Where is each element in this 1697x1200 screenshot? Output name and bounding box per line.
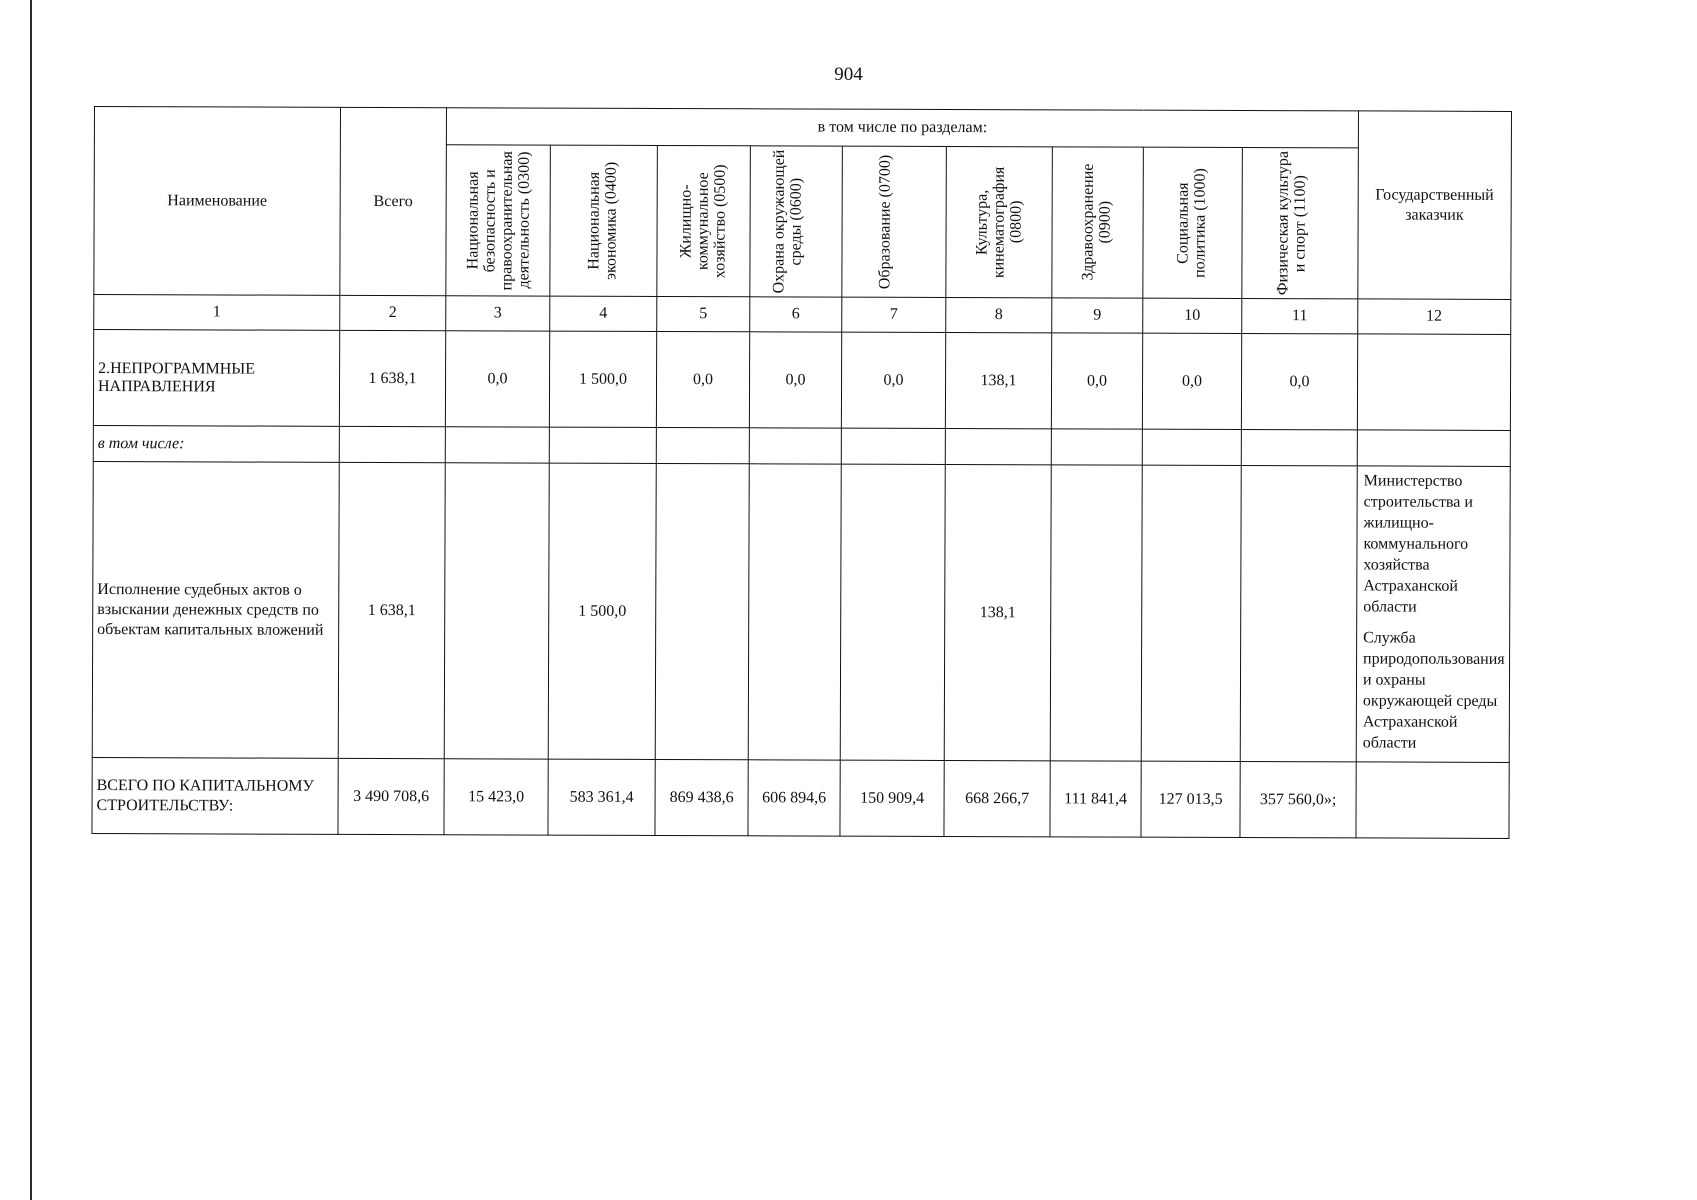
row-value: 606 894,6 bbox=[748, 760, 840, 836]
empty-cell bbox=[841, 428, 945, 464]
row-value: 0,0 bbox=[1241, 334, 1357, 430]
empty-cell bbox=[444, 463, 549, 759]
customer-ministry: Министерство строительства и жилищно-коммунального хозяйства Астраханской области bbox=[1363, 472, 1473, 616]
row-name: ВСЕГО ПО КАПИТАЛЬНОМУ СТРОИТЕЛЬСТВУ: bbox=[92, 757, 338, 834]
empty-cell bbox=[1240, 466, 1357, 762]
column-number: 1 bbox=[94, 295, 340, 331]
row-court-acts bbox=[92, 461, 1510, 762]
header-row-1 bbox=[94, 107, 1511, 149]
row-value: 127 013,5 bbox=[1141, 761, 1240, 837]
column-number: 5 bbox=[657, 296, 750, 331]
row-total: 3 490 708,6 bbox=[338, 758, 444, 834]
row-value: 583 361,4 bbox=[548, 759, 655, 835]
empty-cell bbox=[656, 427, 749, 463]
column-number: 6 bbox=[750, 297, 842, 332]
empty-cell bbox=[1357, 430, 1510, 467]
empty-cell bbox=[945, 428, 1051, 464]
row-customer-empty bbox=[1357, 334, 1510, 431]
column-number: 10 bbox=[1143, 298, 1242, 333]
row-value: 0,0 bbox=[841, 332, 945, 428]
header-section-0500: Жилищно-коммунальное хозяйство (0500) bbox=[657, 145, 751, 296]
empty-cell bbox=[749, 428, 841, 464]
empty-cell bbox=[748, 464, 841, 760]
row-value: 0,0 bbox=[1142, 333, 1241, 429]
row-name: 2.НЕПРОГРАММНЫЕ НАПРАВЛЕНИЯ bbox=[93, 330, 339, 427]
row-value: 15 423,0 bbox=[444, 759, 548, 835]
empty-cell bbox=[1051, 429, 1142, 465]
row-customers bbox=[1356, 466, 1510, 763]
row-nonprogram bbox=[93, 330, 1510, 431]
header-section-1000: Социальная политика (1000) bbox=[1143, 147, 1243, 298]
row-grand-total bbox=[92, 757, 1509, 838]
row-value: 150 909,4 bbox=[840, 760, 944, 836]
header-section-0400: Национальная экономика (0400) bbox=[550, 145, 658, 296]
page-number: 904 bbox=[834, 64, 863, 85]
header-section-0600: Охрана окружающей среды (0600) bbox=[750, 146, 843, 297]
row-value: 0,0 bbox=[656, 331, 749, 427]
header-name: Наименование bbox=[94, 107, 341, 296]
row-value: 0,0 bbox=[445, 331, 549, 427]
column-number: 9 bbox=[1052, 298, 1143, 333]
header-total: Всего bbox=[340, 107, 447, 295]
row-total: 1 638,1 bbox=[339, 330, 445, 426]
column-number-row bbox=[94, 295, 1511, 335]
row-name: Исполнение судебных актов о взыскании денежных средств по объектам капитальных вложений bbox=[92, 461, 339, 758]
row-value: 138,1 bbox=[945, 332, 1051, 428]
empty-cell bbox=[1141, 465, 1241, 761]
column-number: 4 bbox=[550, 296, 657, 331]
row-customer-empty bbox=[1356, 762, 1509, 839]
row-total: 1 638,1 bbox=[338, 462, 445, 758]
empty-cell bbox=[549, 427, 656, 463]
row-value: 668 266,7 bbox=[944, 760, 1050, 836]
row-value: 111 841,4 bbox=[1050, 761, 1141, 837]
scan-edge-line bbox=[30, 0, 32, 1200]
capital-construction-table bbox=[91, 106, 1511, 839]
row-value-culture: 138,1 bbox=[944, 464, 1051, 760]
empty-cell bbox=[840, 464, 945, 760]
row-value: 0,0 bbox=[1051, 333, 1142, 429]
row-name: в том числе: bbox=[93, 425, 339, 462]
empty-cell bbox=[655, 463, 749, 759]
row-value: 1 500,0 bbox=[549, 331, 656, 427]
header-section-0300: Национальная безопасность и правоохранительная деятельность (0300) bbox=[446, 145, 551, 296]
row-value: 869 438,6 bbox=[655, 759, 748, 835]
column-number: 11 bbox=[1242, 299, 1358, 334]
empty-cell bbox=[339, 426, 445, 462]
row-value: 357 560,0»; bbox=[1240, 762, 1356, 838]
empty-cell bbox=[1050, 465, 1142, 761]
column-number: 12 bbox=[1358, 299, 1511, 335]
empty-cell bbox=[445, 427, 549, 463]
column-number: 7 bbox=[842, 297, 946, 332]
column-number: 3 bbox=[446, 296, 550, 331]
header-sections-group: в том числе по разделам: bbox=[446, 108, 1358, 148]
row-value-economy: 1 500,0 bbox=[548, 463, 656, 759]
empty-cell bbox=[1241, 430, 1357, 466]
header-section-0700: Образование (0700) bbox=[842, 146, 947, 297]
header-section-0900: Здравоохранение (0900) bbox=[1052, 147, 1144, 298]
column-number: 8 bbox=[946, 297, 1052, 332]
header-section-1100: Физическая культура и спорт (1100) bbox=[1242, 148, 1359, 299]
row-value: 0,0 bbox=[749, 332, 841, 428]
header-customer: Государственный заказчик bbox=[1358, 111, 1511, 300]
row-including bbox=[93, 425, 1510, 466]
empty-cell bbox=[1142, 429, 1241, 465]
column-number: 2 bbox=[340, 295, 446, 330]
header-section-0800: Культура, кинематография (0800) bbox=[946, 146, 1053, 297]
customer-nature-service: Служба природопользования и охраны окружающей среды Астраханской области bbox=[1362, 629, 1505, 752]
